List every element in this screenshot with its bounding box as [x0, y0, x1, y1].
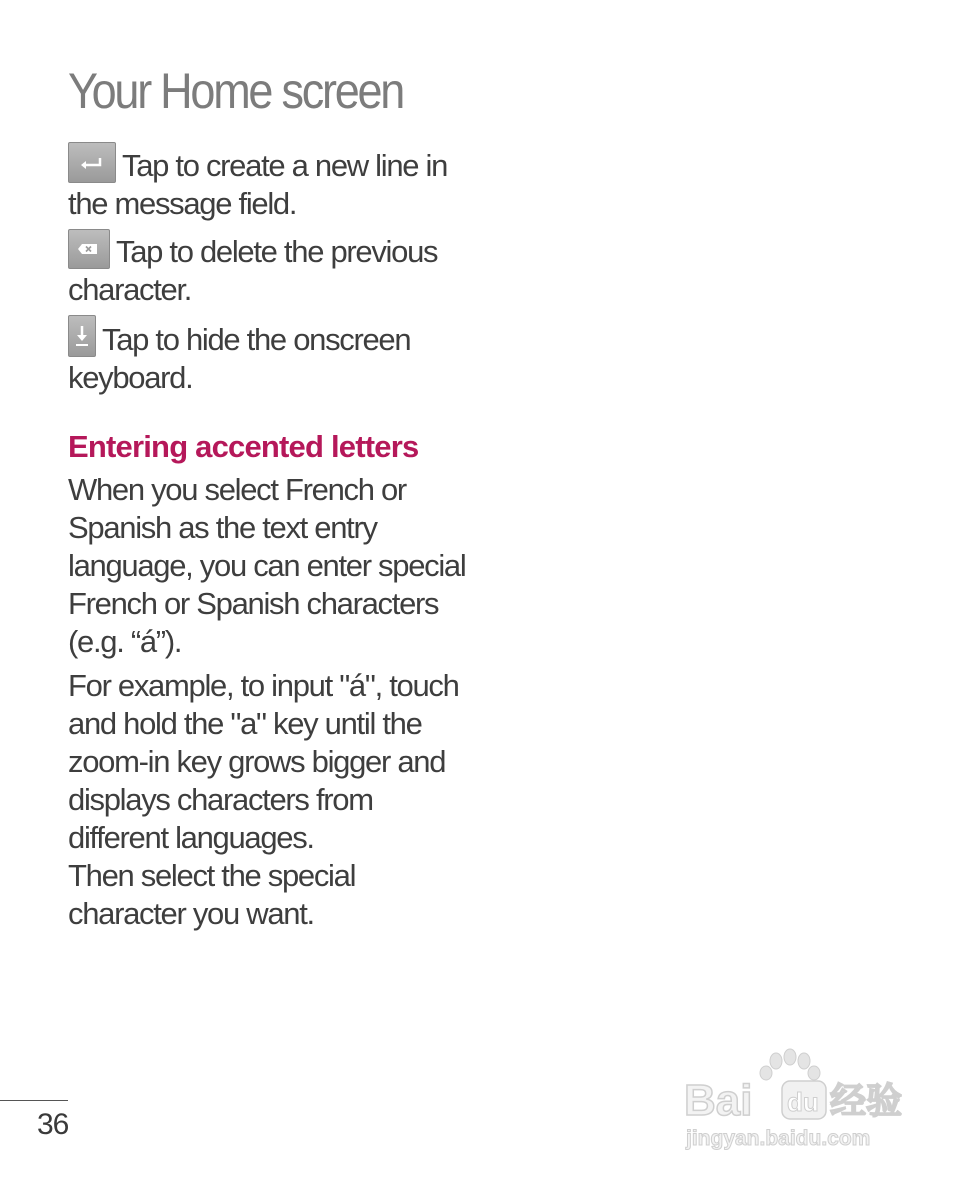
page-number: 36 — [37, 1108, 69, 1141]
section-heading: Entering accented letters — [68, 429, 419, 464]
watermark-url: jingyan.baidu.com — [686, 1127, 871, 1150]
paragraph-example: For example, to input "á", touch and hold the "a" key until the zoom-in key grows bigger and displays characters from different languages. — [68, 668, 459, 855]
paragraph-select: Then select the special character you want. — [68, 858, 356, 931]
key-item-backspace-text: Tap to delete the previous character. — [68, 234, 438, 307]
key-item-enter-text: Tap to create a new line in the message field. — [68, 148, 448, 221]
watermark-brand-cn: 经验 — [830, 1081, 903, 1122]
hide-keyboard-key-icon — [68, 315, 96, 357]
watermark-brand: Bai — [684, 1076, 753, 1125]
key-item-hide-keyboard-text: Tap to hide the onscreen keyboard. — [68, 322, 411, 395]
key-item-hide-keyboard — [68, 315, 468, 397]
paw-icon — [760, 1049, 820, 1080]
page-content — [68, 142, 468, 933]
key-item-backspace — [68, 229, 468, 309]
key-item-enter — [68, 142, 468, 223]
backspace-key-icon — [68, 229, 110, 269]
footer-rule — [0, 1100, 68, 1101]
baidu-watermark — [680, 1045, 912, 1155]
page-title: Your Home screen — [68, 63, 404, 119]
paragraph-language: When you select French or Spanish as the text entry language, you can enter special French or Spanish characters (e.g. “á”). — [68, 472, 466, 659]
watermark-brand-du: du — [787, 1087, 819, 1117]
enter-key-icon — [68, 142, 116, 183]
